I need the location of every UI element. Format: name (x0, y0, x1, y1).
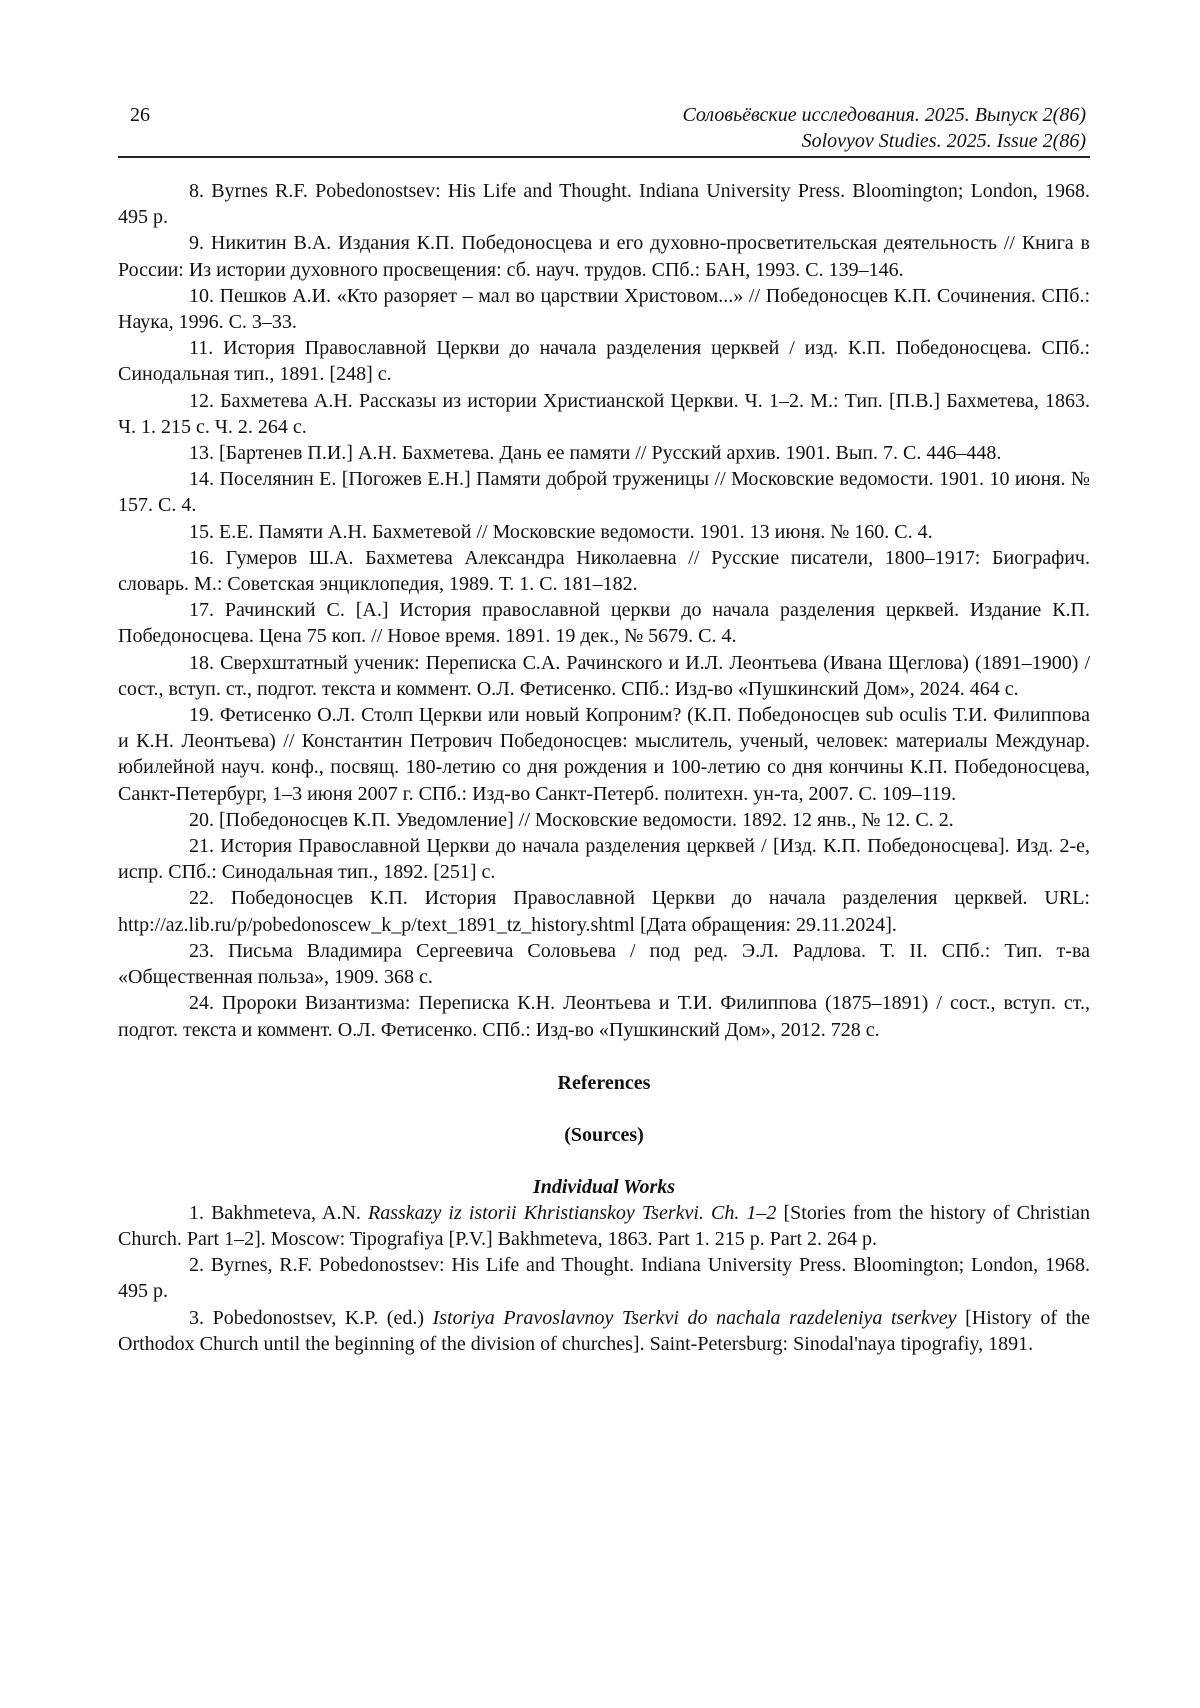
reference-item: 2. Byrnes, R.F. Pobedonostsev: His Life and Thought. Indiana University Press. Bloomington; London, 1968. 495 p. (118, 1254, 1090, 1303)
individual-works-heading: Individual Works (532, 1175, 676, 1198)
page-number: 26 (130, 104, 150, 126)
bibliography-ru (118, 178, 1090, 1043)
reference-author: 1. Bakhmeteva, A.N. (189, 1201, 368, 1224)
bibliography-en (118, 1200, 1090, 1357)
references-heading: References (557, 1071, 651, 1094)
reference-item: 9. Никитин В.А. Издания К.П. Победоносцева и его духовно-просветительская деятельность // Книга в России: Из истории духовного просвещения: сб. науч. трудов. СПб.: БАН, 1993. С. 139–146. (118, 232, 1090, 281)
journal-titles (682, 102, 1086, 154)
reference-title: Istoriya Pravoslavnoy Tserkvi do nachala razdeleniya tserkvey (432, 1306, 957, 1329)
reference-item: 20. [Победоносцев К.П. Уведомление] // Московские ведомости. 1892. 12 янв., № 12. С. 2. (189, 808, 954, 831)
reference-item: 24. Пророки Византизма: Переписка К.Н. Леонтьева и Т.И. Филиппова (1875–1891) / сост., вступ. ст., подгот. текста и коммент. О.Л. Фетисенко. СПб.: Изд-во «Пушкинский Дом», 2012. 728 с. (118, 992, 1090, 1041)
journal-title-ru: Соловьёвские исследования. 2025. Выпуск 2(86) (682, 104, 1086, 126)
running-header (118, 96, 1090, 158)
reference-item: 21. История Православной Церкви до начала разделения церквей / [Изд. К.П. Победоносцева]. Изд. 2-е, испр. СПб.: Синодальная тип., 1892. [251] с. (118, 835, 1090, 884)
reference-item: 13. [Бартенев П.И.] А.Н. Бахметева. Дань ее памяти // Русский архив. 1901. Вып. 7. С. 446–448. (189, 442, 1002, 465)
reference-item: 18. Сверхштатный ученик: Переписка С.А. Рачинского и И.Л. Леонтьева (Ивана Щеглова) (1891–1900) / сост., вступ. ст., подгот. текста и коммент. О.Л. Фетисенко. СПб.: Изд-во «Пушкинский Дом», 2024. 464 с. (118, 651, 1090, 700)
reference-item: 14. Поселянин Е. [Погожев Е.Н.] Памяти доброй труженицы // Московские ведомости. 1901. 10 июня. № 157. С. 4. (118, 468, 1090, 517)
reference-item: 10. Пешков А.И. «Кто разоряет – мал во царствии Христовом...» // Победоносцев К.П. Сочинения. СПб.: Наука, 1996. С. 3–33. (118, 284, 1090, 334)
reference-item (118, 1305, 1090, 1357)
reference-item: 12. Бахметева А.Н. Рассказы из истории Христианской Церкви. Ч. 1–2. М.: Тип. [П.В.] Бахметева, 1863. Ч. 1. 215 с. Ч. 2. 264 с. (118, 389, 1090, 438)
document-page (118, 96, 1090, 1357)
reference-item: 23. Письма Владимира Сергеевича Соловьева / под ред. Э.Л. Радлова. Т. II. СПб.: Тип. т-ва «Общественная польза», 1909. 368 с. (118, 939, 1090, 989)
reference-item: 22. Победоносцев К.П. История Православной Церкви до начала разделения церквей. URL: http://az.lib.ru/p/pobedonoscew_k_p/text_1891_tz_history.shtml [Дата обращения: 29.11.2024]. (118, 887, 1090, 936)
sources-heading: (Sources) (564, 1123, 644, 1146)
journal-title-en: Solovyov Studies. 2025. Issue 2(86) (801, 130, 1086, 152)
reference-author: 3. Pobedonostsev, K.P. (ed.) (189, 1306, 433, 1329)
reference-title: Rasskazy iz istorii Khristianskoy Tserkvi. Ch. 1–2 (368, 1201, 777, 1224)
reference-item: 11. История Православной Церкви до начала разделения церквей / изд. К.П. Победоносцева. СПб.: Синодальная тип., 1891. [248] с. (118, 337, 1090, 386)
reference-item: 16. Гумеров Ш.А. Бахметева Александра Николаевна // Русские писатели, 1800–1917: Биографич. словарь. М.: Советская энциклопедия, 1989. Т. 1. С. 181–182. (118, 546, 1090, 596)
reference-item: 17. Рачинский С. [А.] История православной церкви до начала разделения церквей. Издание К.П. Победоносцева. Цена 75 коп. // Новое время. 1891. 19 дек., № 5679. С. 4. (118, 599, 1090, 648)
reference-item (118, 1200, 1090, 1252)
reference-item: 19. Фетисенко О.Л. Столп Церкви или новый Копроним? (К.П. Победоносцев sub oculis Т.И. Филиппова и К.Н. Леонтьева) // Константин Петрович Победоносцев: мыслитель, ученый, человек: материалы Междунар. юбилейной науч. конф., посвящ. 180-летию со дня рождения и 100-летию со дня кончины К.П. Победоносцева, Санкт-Петербург, 1–3 июня 2007 г. СПб.: Изд-во Санкт-Петерб. политехн. ун-та, 2007. С. 109–119. (118, 704, 1090, 805)
reference-details: [Stories from the history of Christian Church. Part 1–2]. Moscow: Tipografiya [P.V.] Bakhmeteva, 1863. Part 1. 215 p. Part 2. 264 p. (118, 1201, 1090, 1250)
reference-details: [History of the Orthodox Church until the beginning of the division of churches]. Saint-Petersburg: Sinodal'naya tipografiy, 1891. (118, 1306, 1091, 1355)
reference-item: 8. Byrnes R.F. Pobedonostsev: His Life and Thought. Indiana University Press. Bloomington; London, 1968. 495 p. (118, 180, 1090, 229)
reference-item: 15. Е.Е. Памяти А.Н. Бахметевой // Московские ведомости. 1901. 13 июня. № 160. С. 4. (189, 520, 933, 543)
